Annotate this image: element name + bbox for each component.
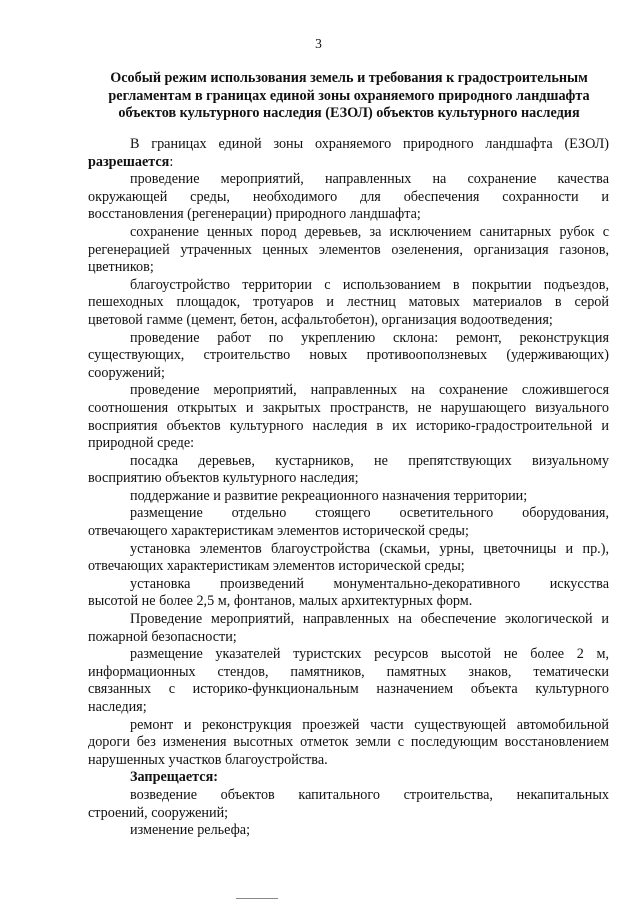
list-paragraph [88,717,609,770]
text-line: проведение мероприятий, направленных на сохранение сложившегося [130,382,609,399]
text-line: строений, сооружений; [88,804,229,821]
list-paragraph [88,505,609,540]
list-paragraph [88,171,609,224]
text-line: проведение мероприятий, направленных на сохранение качества [130,171,609,188]
intro-paragraph [88,136,609,171]
list-paragraph [88,488,609,506]
forbidden-heading: Запрещается: [130,769,218,786]
text-line: поддержание и развитие рекреационного назначения территории; [130,487,528,504]
text-line: наследия; [88,699,147,715]
text-line: информационных стендов, памятников, памятных знаков, тематически [88,663,609,680]
text-line: установка элементов благоустройства (скамьи, урны, цветочницы и пр.), [130,540,609,557]
footer-mark [236,898,278,899]
text-line: ремонт и реконструкция проезжей части существующей автомобильной [130,716,609,733]
text-line: соотношения открытых и закрытых пространств, не нарушающего визуального [88,399,609,416]
list-paragraph [88,224,609,277]
text-line: регенерацией утраченных ценных элементов озеленения, организация газонов, [88,241,609,258]
list-paragraph [88,646,609,716]
list-paragraph [88,822,609,840]
forbidden-list [88,787,609,840]
text-line: отвечающего характеристикам элементов исторической среды; [88,523,469,540]
text-line: Проведение мероприятий, направленных на обеспечение экологической и [130,611,609,628]
text-line: существующих, строительство новых противооползневых (удерживающих) [88,347,609,364]
allowed-label: разрешается [88,153,170,170]
forbidden-heading-paragraph [88,769,609,787]
text-line: цветовой гамме (цемент, бетон, асфальтобетон), организация водоотведения; [88,311,553,328]
text-line: размещение указателей туристских ресурсов высотой не более 2 м, [130,646,609,663]
list-paragraph [88,382,609,452]
text-line: цветников; [88,259,154,276]
text-line: установка произведений монументально-декоративного искусства [130,575,609,592]
text-line: пожарной безопасности; [88,628,237,645]
text-line: нарушенных участков благоустройства. [88,751,328,768]
list-paragraph [88,330,609,383]
text-line: высотой не более 2,5 м, фонтанов, малых архитектурных форм. [88,593,473,610]
text-line: восстановления (регенерации) природного ландшафта; [88,206,421,223]
text-line [88,154,609,172]
text-line: посадка деревьев, кустарников, не препятствующих визуальному [130,452,609,469]
text-line: изменение рельефа; [130,822,251,839]
text-line: отвечающих характеристикам элементов исторической среды; [88,558,465,575]
text-line: дороги без изменения высотных отметок земли с последующим восстановлением [88,734,609,751]
document-body [88,136,609,840]
text-line: проведение работ по укреплению склона: ремонт, реконструкция [130,329,609,346]
text-line: восприятию объектов культурного наследия; [88,470,359,487]
allowed-list [88,171,609,769]
text-line: возведение объектов капитального строительства, некапитальных [130,786,609,803]
colon: : [169,153,174,170]
title-line: объектов культурного наследия (ЕЗОЛ) объектов культурного наследия [118,105,580,121]
text-line: размещение отдельно стоящего осветительного оборудования, [130,505,609,522]
text-line: связанных с историко-функциональным назначением объекта культурного [88,681,609,698]
text-line: благоустройство территории с использованием в покрытии подъездов, [130,276,609,293]
text-line: пешеходных площадок, тротуаров и лестниц матовых материалов в серой [88,294,609,311]
text-line: В границах единой зоны охраняемого природного ландшафта (ЕЗОЛ) [130,136,609,152]
text-line: сохранение ценных пород деревьев, за исключением санитарных рубок с [130,223,609,240]
list-paragraph [88,277,609,330]
list-paragraph [88,611,609,646]
text-line: окружающей среды, необходимого для обеспечения сохранности и [88,188,609,205]
document-title [88,70,610,123]
list-paragraph [88,576,609,611]
list-paragraph [88,453,609,488]
list-paragraph [88,541,609,576]
text-line: сооружений; [88,364,165,381]
list-paragraph [88,787,609,822]
page-number: 3 [315,36,322,51]
text-line: восприятия объектов культурного наследия в их историко-градостроительной и [88,417,609,434]
title-line: регламентам в границах единой зоны охраняемого природного ландшафта [108,87,590,104]
text-line: природной среде: [88,435,195,452]
title-line: Особый режим использования земель и требования к градостроительным [110,70,588,86]
